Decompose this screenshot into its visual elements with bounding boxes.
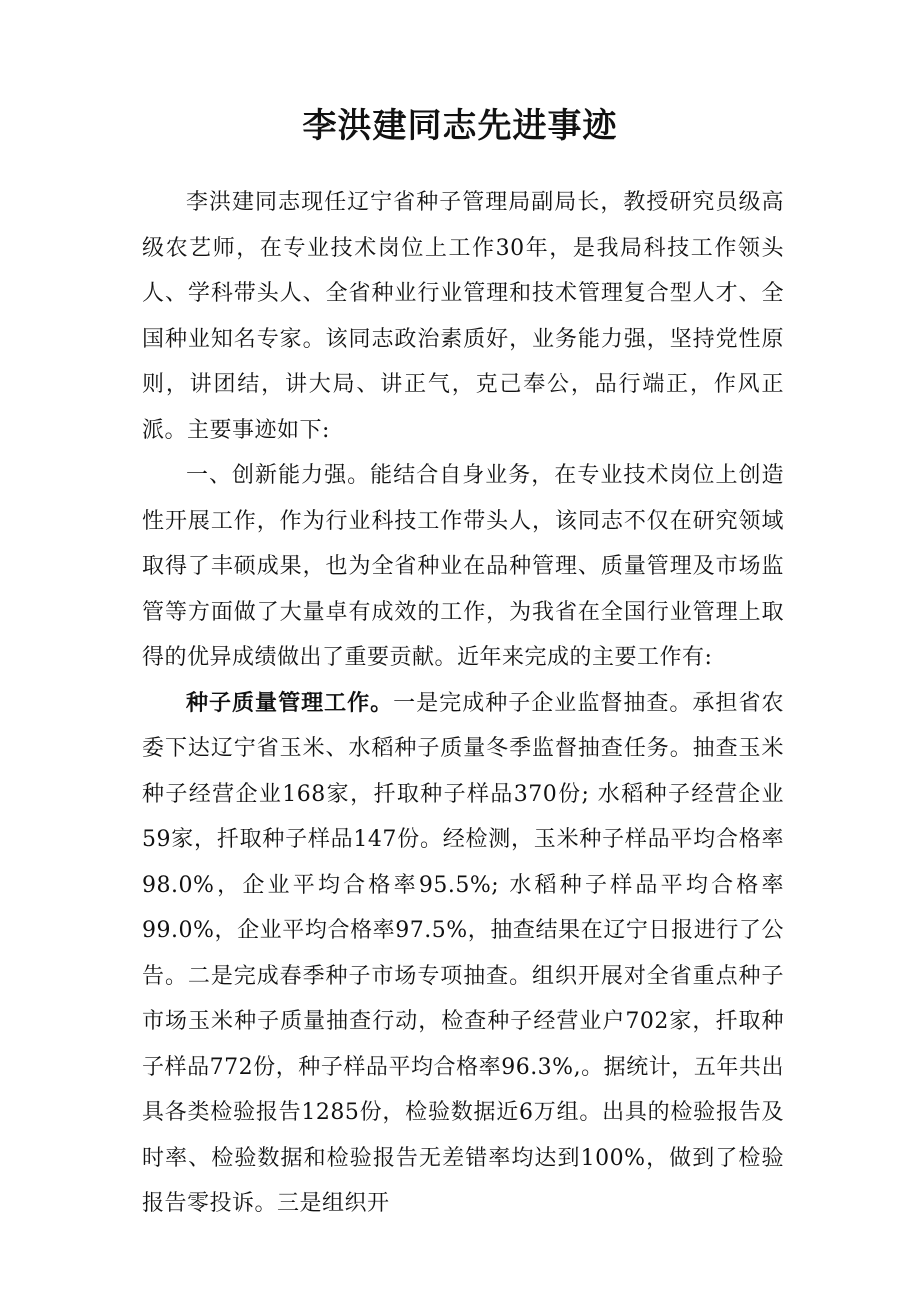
seed-quality-heading: 种子质量管理工作。 (186, 689, 394, 716)
document-body (142, 180, 784, 1227)
paragraph-section-innovation: 一、创新能力强。能结合自身业务，在专业技术岗位上创造性开展工作，作为行业科技工作带头人，该同志不仅在研究领域取得了丰硕成果，也为全省种业在品种管理、质量管理及市场监管等方面做了大量卓有成效的工作，为我省在全国行业管理上取得的优异成绩做出了重要贡献。近年来完成的主要工作有: (142, 463, 784, 670)
seed-quality-text: 一是完成种子企业监督抽查。承担省农委下达辽宁省玉米、水稻种子质量冬季监督抽查任务。抽查玉米种子经营企业168家，扦取种子样品370份; 水稻种子经营企业59家，扦取种子样品147份。经检测，玉米种子样品平均合格率98.0%，企业平均合格率95.5%; 水稻种子样品平均合格率99.0%，企业平均合格率97.5%，抽查结果在辽宁日报进行了公告。二是完成春季种子市场专项抽查。组织开展对全省重点种子市场玉米种子质量抽查行动，检查种子经营业户702家，扦取种子样品772份，种子样品平均合格率96.3%,。据统计，五年共出具各类检验报告1285份，检验数据近6万组。出具的检验报告及时率、检验数据和检验报告无差错率均达到100%，做到了检验报告零投诉。三是组织开 (142, 690, 784, 1216)
document-title: 李洪建同志先进事迹 (302, 106, 618, 146)
paragraph-seed-quality (142, 681, 784, 1227)
paragraph-intro: 李洪建同志现任辽宁省种子管理局副局长，教授研究员级高级农艺师，在专业技术岗位上工作30年，是我局科技工作领头人、学科带头人、全省种业行业管理和技术管理复合型人才、全国种业知名专家。该同志政治素质好，业务能力强，坚持党性原则，讲团结，讲大局、讲正气，克己奉公，品行端正，作风正派。主要事迹如下: (142, 190, 784, 443)
